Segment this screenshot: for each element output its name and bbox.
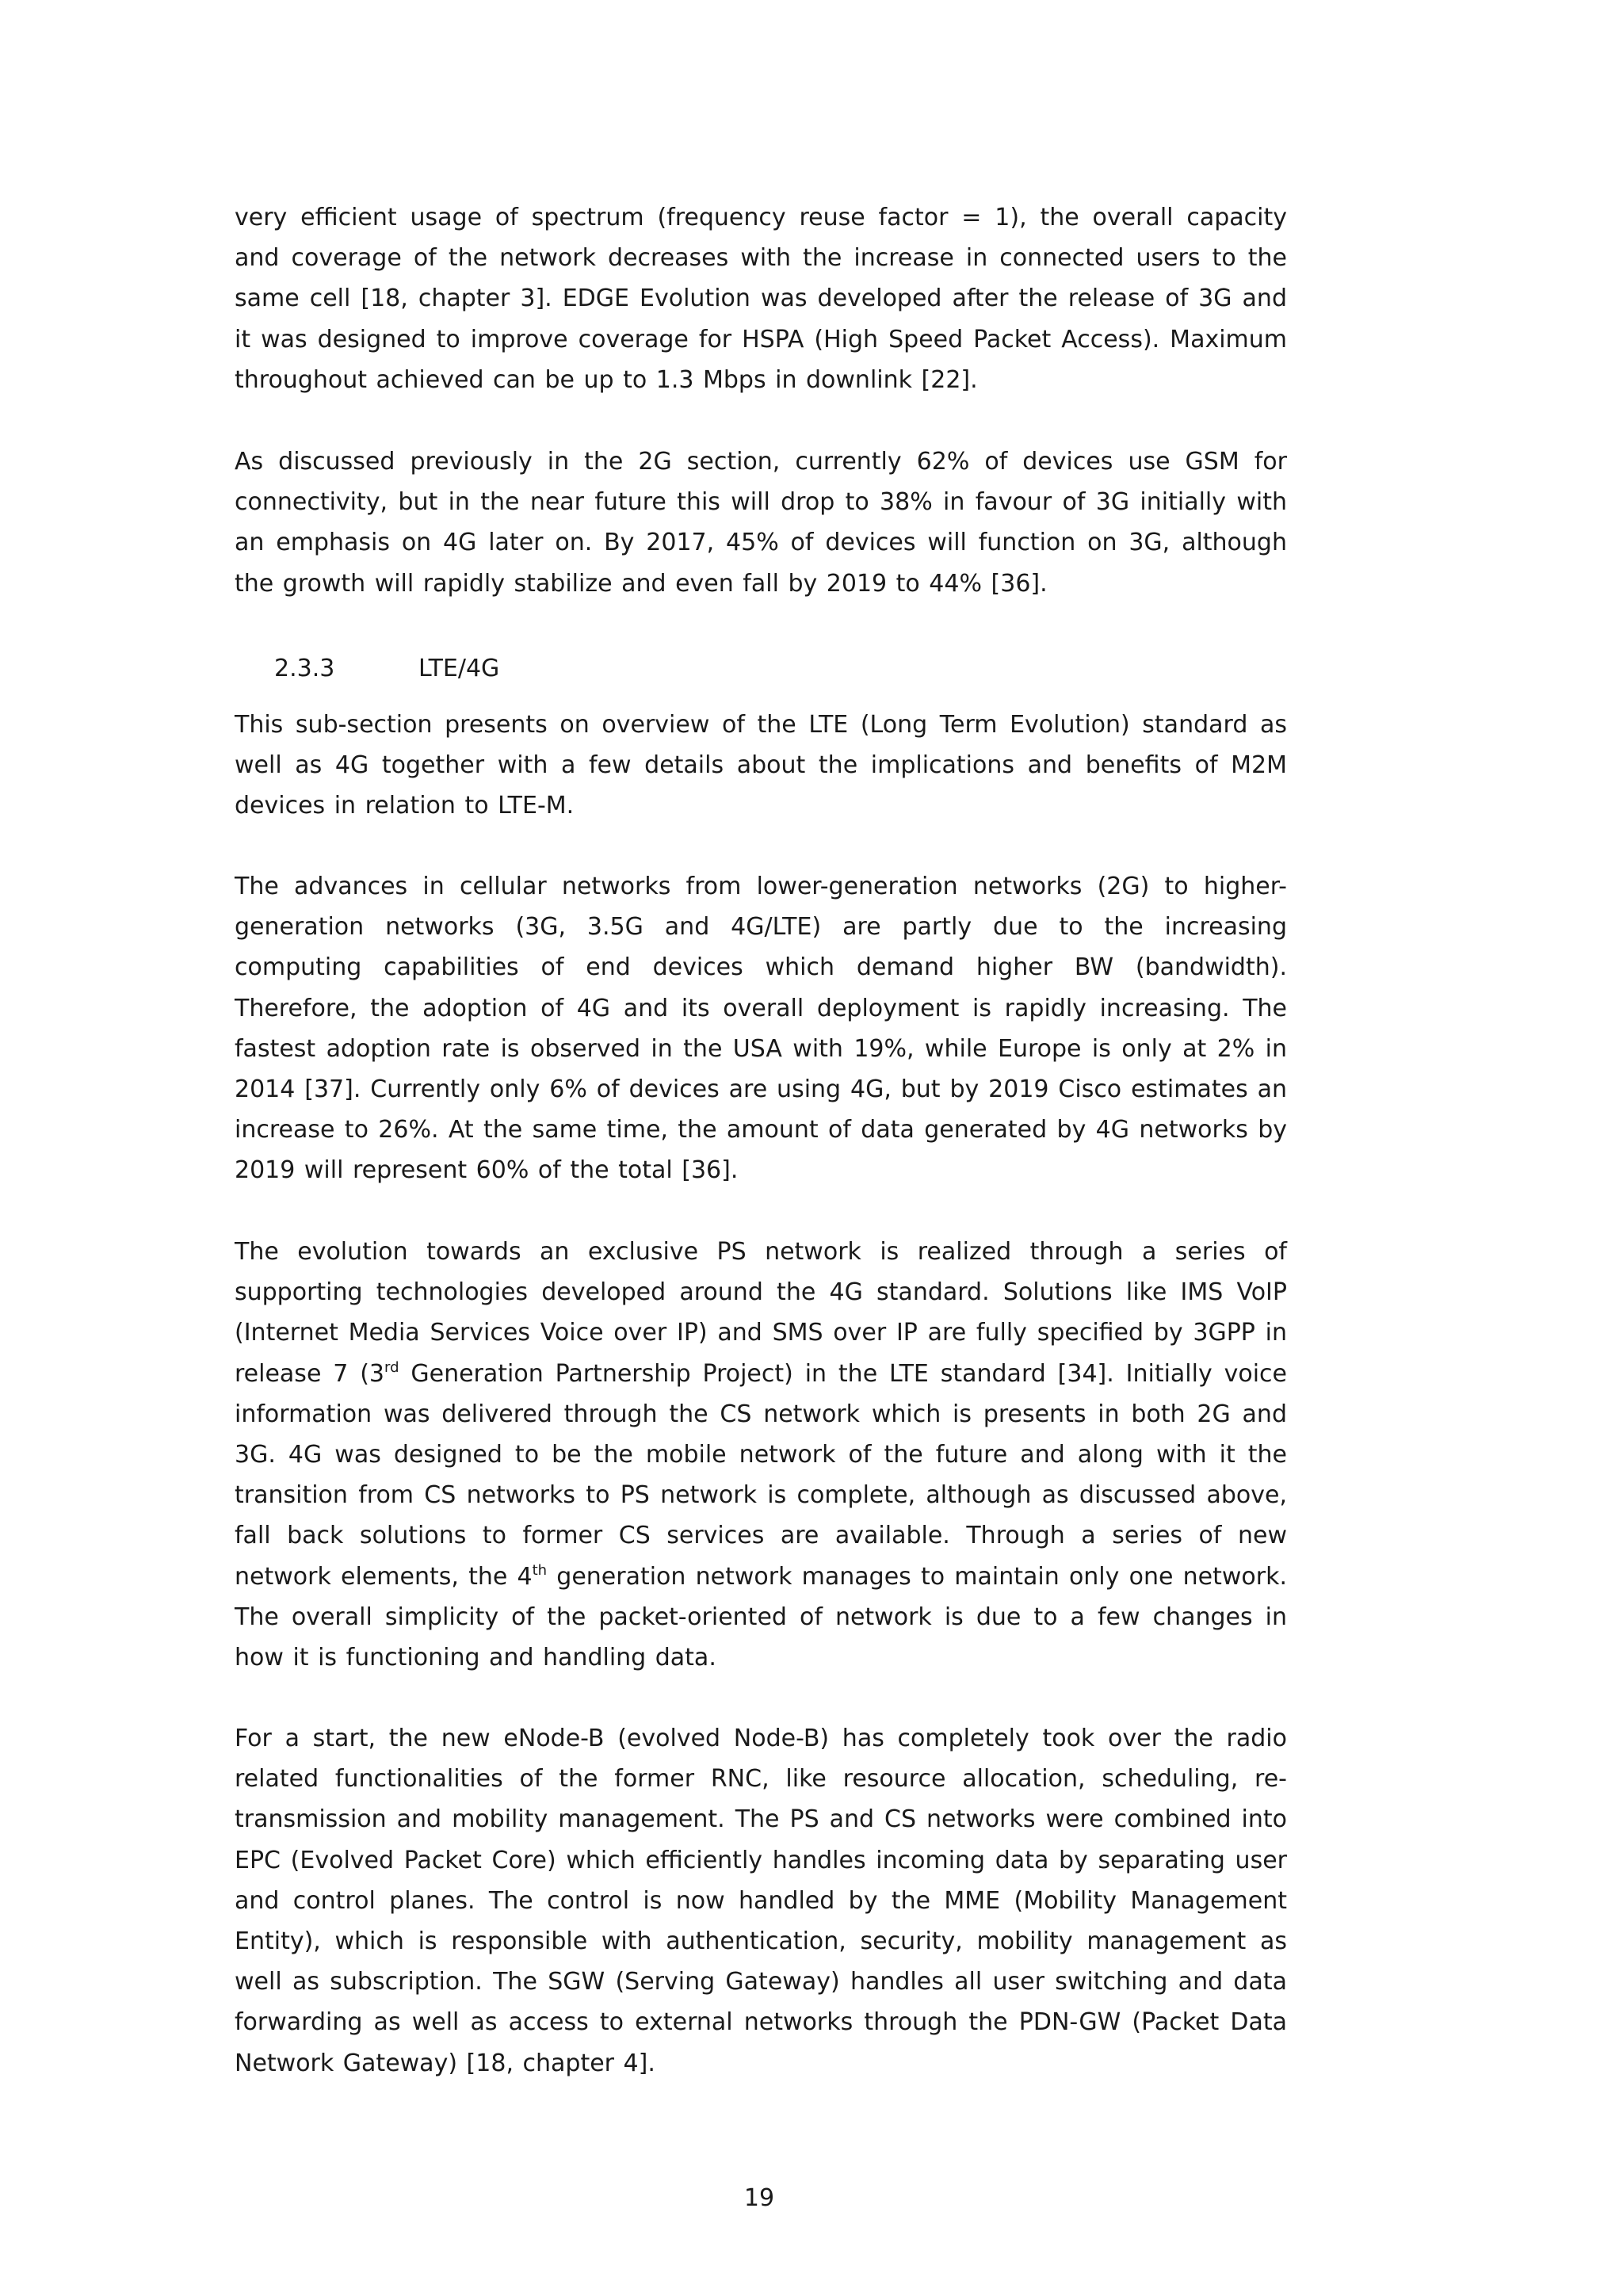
ordinal-superscript: rd: [384, 1358, 399, 1376]
paragraph-text-part: The evolution towards an exclusive PS network is realized through a series of supporting technologies developed around the 4G standard. Solutions like IMS VoIP (Internet Media Services Voice over IP) and SMS over IP are fully specified by 3GPP in release 7 (3: [235, 1238, 1287, 1388]
paragraph-text-part: generation network manages to maintain only one network. The overall simplicity of the packet-oriented of network is due to a few changes in how it is functioning and handling data.: [235, 1562, 1287, 1672]
paragraph-edge-evolution: [235, 197, 1287, 400]
section-title: LTE/4G: [418, 655, 500, 682]
paragraph-text: very efficient usage of spectrum (frequency reuse factor = 1), the overall capacity and coverage of the network decreases with the increase in connected users to the same cell [18, chapter 3]. EDGE Evolution was developed after the release of 3G and it was designed to improve coverage for HSPA (High Speed Packet Access). Maximum throughout achieved can be up to 1.3 Mbps in downlink [22].: [235, 204, 1287, 394]
paragraph-text: As discussed previously in the 2G section, currently 62% of devices use GSM for connectivity, but in the near future this will drop to 38% in favour of 3G initially with an emphasis on 4G later on. By 2017, 45% of devices will function on 3G, although the growth will rapidly stabilize and even fall by 2019 to 44% [36].: [235, 448, 1287, 598]
paragraph-lte-overview: [235, 705, 1287, 827]
paragraph-text: [235, 1232, 1287, 1678]
ordinal-superscript: th: [532, 1561, 548, 1579]
paragraph-text: The advances in cellular networks from lower-generation networks (2G) to higher-generation networks (3G, 3.5G and 4G/LTE) are partly due to the increasing computing capabilities of end devices which demand higher BW (bandwidth). Therefore, the adoption of 4G and its overall deployment is rapidly increasing. The fastest adoption rate is observed in the USA with 19%, while Europe is only at 2% in 2014 [37]. Currently only 6% of devices are using 4G, but by 2019 Cisco estimates an increase to 26%. At the same time, the amount of data generated by 4G networks by 2019 will represent 60% of the total [36].: [235, 873, 1287, 1185]
page-number: 19: [743, 2184, 775, 2212]
paragraph-text: For a start, the new eNode-B (evolved Node-B) has completely took over the radio related functionalities of the former RNC, like resource allocation, scheduling, re-transmission and mobility management. The PS and CS networks were combined into EPC (Evolved Packet Core) which efficiently handles incoming data by separating user and control planes. The control is now handled by the MME (Mobility Management Entity), which is responsible with authentication, security, mobility management as well as subscription. The SGW (Serving Gateway) handles all user switching and data forwarding as well as access to external networks through the PDN-GW (Packet Data Network Gateway) [18, chapter 4].: [235, 1725, 1287, 2077]
section-heading: [274, 648, 499, 689]
section-number: 2.3.3: [274, 655, 335, 682]
paragraph-text-part: Generation Partnership Project) in the LTE standard [34]. Initially voice information was delivered through the CS network which is presents in both 2G and 3G. 4G was designed to be the mobile network of the future and along with it the transition from CS networks to PS network is complete, although as discussed above, fall back solutions to former CS services are available. Through a series of new network elements, the 4: [235, 1359, 1287, 1591]
paragraph-ps-network-evolution: [235, 1232, 1287, 1678]
paragraph-enodeb-epc: [235, 1718, 1287, 2084]
paragraph-text: This sub-section presents on overview of the LTE (Long Term Evolution) standard as well as 4G together with a few details about the implications and benefits of M2M devices in relation to LTE-M.: [235, 711, 1287, 820]
paragraph-gsm-statistics: [235, 441, 1287, 604]
paragraph-network-advances: [235, 866, 1287, 1191]
